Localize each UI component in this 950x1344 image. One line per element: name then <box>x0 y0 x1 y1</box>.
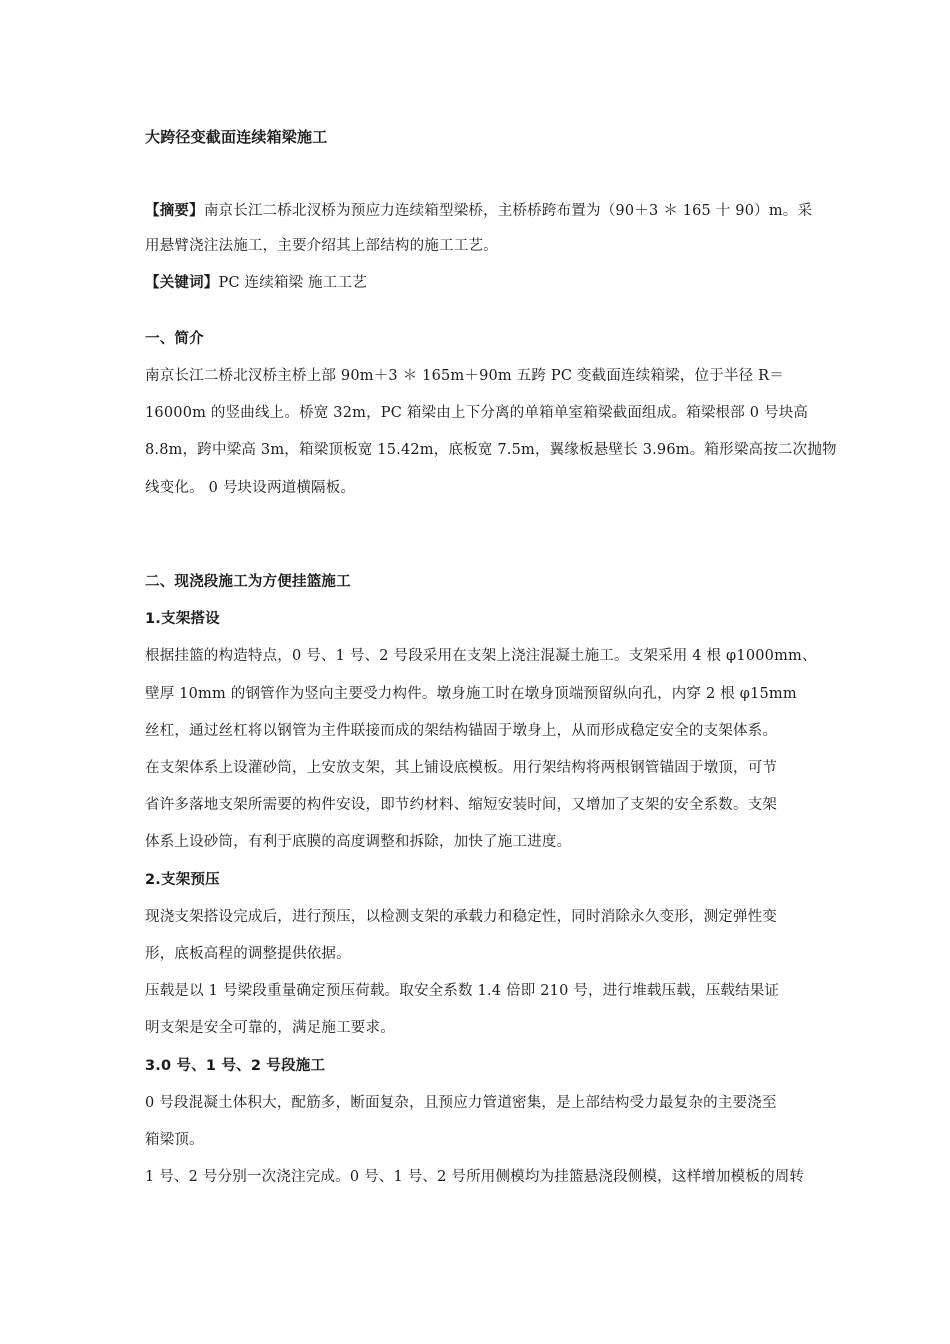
abstract-line-1 <box>145 201 825 221</box>
subsection-1-line-5: 省许多落地支架所需要的构件安设，即节约材料、缩短安装时间，又增加了支架的安全系数。支架 <box>145 797 778 813</box>
document-title: 大跨径变截面连续箱梁施工 <box>145 128 328 146</box>
keywords-line <box>145 273 825 293</box>
subsection-2-line-1: 现浇支架搭设完成后，进行预压，以检测支架的承载力和稳定性，同时消除永久变形，测定弹性变 <box>145 909 778 925</box>
section-2-heading: 二、现浇段施工为方便挂篮施工 <box>145 574 351 590</box>
subsection-2-line-2: 形，底板高程的调整提供依据。 <box>145 946 351 962</box>
section-1-line-1: 南京长江二桥北汊桥主桥上部 90m＋3 ＊ 165m＋90m 五跨 PC 变截面连续箱梁，位于半径 R＝ <box>145 368 784 384</box>
keywords-text: PC 连续箱梁 施工工艺 <box>218 275 367 291</box>
section-1-line-2: 16000m 的竖曲线上。桥宽 32m，PC 箱梁由上下分离的单箱单室箱梁截面组成。箱梁根部 0 号块高 <box>145 405 809 421</box>
subsection-3-line-3: 1 号、2 号分别一次浇注完成。0 号、1 号、2 号所用侧模均为挂篮悬浇段侧模，这样增加模板的周转 <box>145 1169 805 1185</box>
abstract-label: 【摘要】 <box>145 203 204 219</box>
subsection-1-line-4: 在支架体系上设灌砂筒，上安放支架，其上铺设底模板。用行架结构将两根钢管锚固于墩顶，可节 <box>145 760 778 776</box>
subsection-1-heading: 1.支架搭设 <box>145 611 220 627</box>
section-1-line-4: 线变化。 0 号块设两道横隔板。 <box>145 480 356 496</box>
subsection-3-line-2: 箱梁顶。 <box>145 1132 204 1148</box>
section-1-heading: 一、简介 <box>145 331 204 347</box>
subsection-1-line-3: 丝杠，通过丝杠将以钢管为主件联接而成的架结构锚固于墩身上，从而形成稳定安全的支架体系。 <box>145 723 778 739</box>
section-1-line-3: 8.8m，跨中梁高 3m，箱梁顶板宽 15.42m，底板宽 7.5m，翼缘板悬壁长 3.96m。箱形梁高按二次抛物 <box>145 442 837 458</box>
subsection-3-line-1: 0 号段混凝土体积大，配筋多，断面复杂，且预应力管道密集，是上部结构受力最复杂的主要浇至 <box>145 1095 777 1111</box>
keywords-label: 【关键词】 <box>145 275 219 291</box>
subsection-1-line-1: 根据挂篮的构造特点，0 号、1 号、2 号段采用在支架上浇注混凝土施工。支架采用 4 根 φ1000mm、 <box>145 648 817 664</box>
subsection-3-heading: 3.0 号、1 号、2 号段施工 <box>145 1058 326 1074</box>
subsection-2-heading: 2.支架预压 <box>145 872 220 888</box>
subsection-2-line-4: 明支架是安全可靠的，满足施工要求。 <box>145 1020 395 1036</box>
subsection-1-line-6: 体系上设砂筒，有利于底膜的高度调整和拆除，加快了施工进度。 <box>145 834 572 850</box>
abstract-text-1: 南京长江二桥北汊桥为预应力连续箱型梁桥，主桥桥跨布置为（90＋3 ＊ 165 十 90）m。采 <box>203 203 813 219</box>
subsection-1-line-2: 壁厚 10mm 的钢管作为竖向主要受力构件。墩身施工时在墩身顶端预留纵向孔，内穿 2 根 φ15mm <box>145 686 797 702</box>
abstract-line-2: 用悬臂浇注法施工，主要介绍其上部结构的施工工艺。 <box>145 238 498 254</box>
subsection-2-line-3: 压载是以 1 号梁段重量确定预压荷载。取安全系数 1.4 倍即 210 号，进行堆载压载，压载结果证 <box>145 983 780 999</box>
